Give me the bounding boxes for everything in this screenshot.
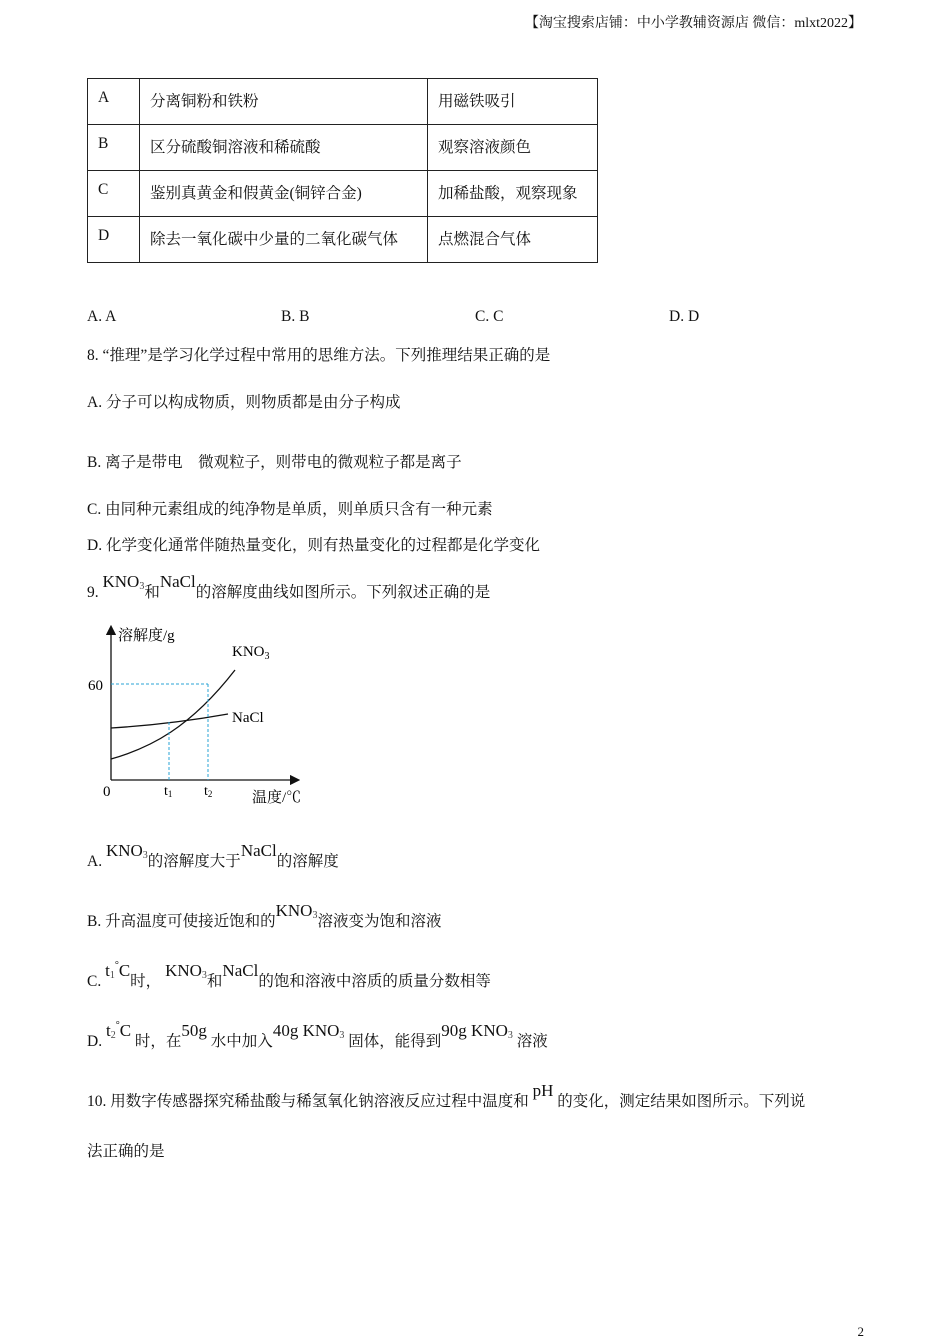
table-row: [88, 125, 598, 171]
table-cell: 点燃混合气体: [428, 217, 598, 263]
text: 的变化，测定结果如图所示。下列说: [557, 1093, 806, 1110]
x-axis-label: 温度/℃: [252, 790, 302, 806]
formula-kno3: [276, 901, 318, 920]
nacl-curve: [111, 714, 228, 728]
q9-stem-tail: 的溶解度曲线如图所示。下列叙述正确的是: [195, 584, 491, 601]
quantity-90g-kno3: 90g KNO3: [441, 1021, 513, 1041]
origin-label: 0: [103, 784, 111, 800]
text: 溶液: [516, 1033, 548, 1050]
tick-60: 60: [88, 678, 103, 694]
table-cell: C: [88, 171, 140, 217]
formula-kno3: [165, 961, 207, 980]
page-header: 【淘宝搜索店铺：中小学教辅资源店 微信：mlxt2022】: [524, 16, 862, 31]
formula-text: KNO: [105, 841, 143, 860]
choice-b: B. B: [281, 308, 310, 325]
choice-c: C. C: [475, 308, 504, 325]
formula-ph: pH: [532, 1081, 554, 1100]
table-cell: D: [88, 217, 140, 263]
table-cell: 鉴别真黄金和假黄金(铜锌合金): [140, 171, 428, 217]
text: 时，: [130, 973, 162, 990]
option-prefix: D.: [87, 1033, 106, 1050]
text: 时，在: [134, 1033, 182, 1050]
choice-a: A. A: [87, 308, 117, 325]
q8-option-c: C. 由同种元素组成的纯净物是单质，则单质只含有一种元素: [87, 501, 493, 518]
quantity-40g-kno3: 40g KNO3: [272, 1021, 345, 1041]
formula-nacl: NaCl: [159, 572, 196, 591]
table-cell: 加稀盐酸，观察现象: [428, 171, 598, 217]
formula-text: KNO: [102, 572, 140, 591]
table-cell: 用磁铁吸引: [428, 79, 598, 125]
formula-text: KNO: [275, 901, 313, 920]
q8-option-a: A. 分子可以构成物质，则物质都是由分子构成: [87, 394, 401, 411]
text: 的溶解度: [276, 853, 339, 870]
table-cell: B: [88, 125, 140, 171]
text: 的饱和溶液中溶质的质量分数相等: [258, 973, 491, 990]
text: 水中加入: [210, 1033, 273, 1050]
tick-t1: t1: [164, 784, 173, 799]
page-number: 2: [857, 1324, 864, 1339]
subscript: 3: [139, 581, 145, 592]
table-row: [88, 171, 598, 217]
formula-kno3: [103, 572, 145, 591]
q9-option-a: [87, 841, 339, 871]
quantity-50g: 50g: [181, 1021, 207, 1040]
q9-option-d: [87, 1020, 548, 1051]
q9-number: 9.: [87, 584, 103, 601]
option-prefix: A.: [87, 853, 106, 870]
text: 10. 用数字传感器探究稀盐酸与稀氢氧化钠溶液反应过程中温度和: [87, 1093, 529, 1110]
text: 溶液变为饱和溶液: [317, 913, 442, 930]
q9-option-c: [87, 960, 491, 991]
q10-stem-line2: 法正确的是: [87, 1143, 165, 1160]
q8-option-d: D. 化学变化通常伴随热量变化，则有热量变化的过程都是化学变化: [87, 537, 540, 554]
table-row: [88, 79, 598, 125]
formula-nacl: NaCl: [222, 961, 259, 980]
formula-text: KNO: [165, 961, 202, 980]
table-cell: 分离铜粉和铁粉: [140, 79, 428, 125]
subscript: 3: [201, 970, 207, 981]
option-prefix: C.: [87, 973, 106, 990]
choice-d: D. D: [669, 308, 700, 325]
table-cell: 除去一氧化碳中少量的二氧化碳气体: [140, 217, 428, 263]
and-text: 和: [144, 584, 160, 601]
table-cell: 观察溶液颜色: [428, 125, 598, 171]
q9-stem: [87, 572, 491, 602]
nacl-label: NaCl: [232, 710, 264, 726]
temperature-t1: t1°C: [105, 960, 131, 981]
q8-stem: 8. “推理”是学习化学过程中常用的思维方法。下列推理结果正确的是: [87, 347, 551, 364]
and-text: 和: [206, 973, 223, 990]
q10-stem: [87, 1081, 806, 1111]
text: 的溶解度大于: [147, 853, 241, 870]
table-cell: 区分硫酸铜溶液和稀硫酸: [140, 125, 428, 171]
solubility-graph: [80, 618, 340, 814]
q9-option-b: [87, 901, 442, 931]
temperature-t2: t2°C: [105, 1020, 132, 1041]
text: B. 升高温度可使接近饱和的: [87, 913, 276, 930]
subscript: 3: [312, 910, 318, 921]
formula-nacl: NaCl: [240, 841, 277, 860]
q8-option-b: B. 离子是带电 微观粒子，则带电的微观粒子都是离子: [87, 454, 462, 471]
text: 固体，能得到: [348, 1033, 442, 1050]
table-row: [88, 217, 598, 263]
kno3-curve: [111, 670, 235, 759]
tick-t2: t2: [204, 784, 213, 799]
formula-kno3: [106, 841, 148, 860]
subscript: 3: [142, 850, 148, 861]
options-table: [87, 78, 598, 263]
table-cell: A: [88, 79, 140, 125]
y-axis-label: 溶解度/g: [118, 628, 175, 644]
kno3-label: $KNO_3$: [232, 644, 270, 662]
